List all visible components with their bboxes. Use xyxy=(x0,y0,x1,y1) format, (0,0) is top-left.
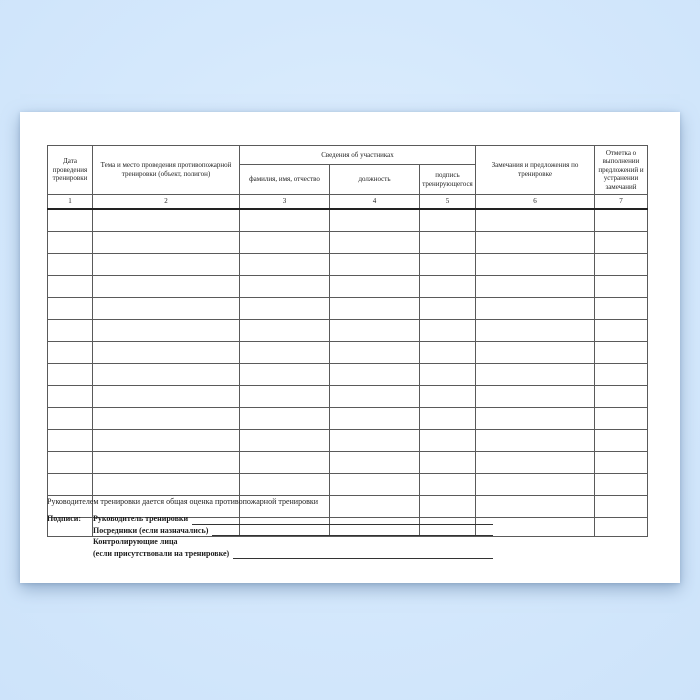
table-cell xyxy=(48,452,93,474)
table-cell xyxy=(240,209,330,232)
table-cell xyxy=(240,430,330,452)
table-cell xyxy=(595,518,648,537)
signature-role-label: Руководитель тренировки xyxy=(93,514,189,523)
training-log-table xyxy=(47,145,648,537)
signature-role-label: Посредники (если назначались) xyxy=(93,525,209,535)
table-cell xyxy=(595,209,648,232)
table-cell xyxy=(93,209,240,232)
table-cell xyxy=(595,364,648,386)
table-cell xyxy=(240,474,330,496)
table-cell xyxy=(476,232,595,254)
table-cell xyxy=(476,474,595,496)
col-number: 4 xyxy=(330,195,420,210)
table-cell xyxy=(476,518,595,537)
signature-row xyxy=(47,549,493,561)
col-number: 6 xyxy=(476,195,595,210)
signature-row xyxy=(47,526,493,538)
table-row xyxy=(48,342,648,364)
table-row xyxy=(48,320,648,342)
table-cell xyxy=(420,276,476,298)
table-cell xyxy=(48,320,93,342)
table-cell xyxy=(595,254,648,276)
table-row xyxy=(48,386,648,408)
table-cell xyxy=(595,452,648,474)
table-cell xyxy=(595,232,648,254)
col-header-signature: подпись тренирующегося xyxy=(420,165,476,195)
table-row xyxy=(48,474,648,496)
table-cell xyxy=(476,276,595,298)
table-cell xyxy=(330,342,420,364)
col-number: 1 xyxy=(48,195,93,210)
table-cell xyxy=(48,232,93,254)
table-row xyxy=(48,408,648,430)
table-cell xyxy=(595,386,648,408)
table-cell xyxy=(240,254,330,276)
table-cell xyxy=(93,232,240,254)
col-number: 3 xyxy=(240,195,330,210)
table-cell xyxy=(93,254,240,276)
table-cell xyxy=(240,364,330,386)
signature-role-label: (если присутствовали на тренировке) xyxy=(93,548,230,558)
table-cell xyxy=(240,298,330,320)
table-row xyxy=(48,298,648,320)
table-cell xyxy=(48,364,93,386)
table-cell xyxy=(48,474,93,496)
table-cell xyxy=(93,430,240,452)
table-row xyxy=(48,232,648,254)
signature-row xyxy=(47,514,493,526)
table-cell xyxy=(420,364,476,386)
col-header-topic: Тема и место проведения противопожарной тренировки (объект, полигон) xyxy=(93,146,240,195)
table-cell xyxy=(595,276,648,298)
col-header-completion-mark: Отметка о выполнении предложений и устранении замечаний xyxy=(595,146,648,195)
table-row xyxy=(48,430,648,452)
table-cell xyxy=(330,320,420,342)
signatures-label-spacer xyxy=(47,549,93,561)
table-cell xyxy=(476,342,595,364)
table-cell xyxy=(48,254,93,276)
table-row xyxy=(48,254,648,276)
table-cell xyxy=(93,276,240,298)
signatures-block xyxy=(47,514,493,560)
table-cell xyxy=(476,364,595,386)
col-header-date: Дата проведения тренировки xyxy=(48,146,93,195)
table-cell xyxy=(420,232,476,254)
assessment-note: Руководителем тренировки дается общая оценка противопожарной тренировки xyxy=(47,497,319,506)
table-cell xyxy=(48,298,93,320)
table-cell xyxy=(330,298,420,320)
table-cell xyxy=(93,342,240,364)
table-cell xyxy=(330,254,420,276)
table-cell xyxy=(476,209,595,232)
table-cell xyxy=(476,386,595,408)
table-cell xyxy=(330,386,420,408)
table-cell xyxy=(93,386,240,408)
table-cell xyxy=(48,342,93,364)
table-cell xyxy=(240,386,330,408)
table-cell xyxy=(476,452,595,474)
signature-row xyxy=(47,537,493,549)
signature-line xyxy=(212,526,493,537)
table-cell xyxy=(93,408,240,430)
col-number: 5 xyxy=(420,195,476,210)
table-body xyxy=(48,209,648,537)
col-number: 7 xyxy=(595,195,648,210)
table-cell xyxy=(595,342,648,364)
table-cell xyxy=(240,408,330,430)
signature-role-label: Контролирующие лица xyxy=(93,537,178,546)
signature-line xyxy=(233,549,493,560)
col-number: 2 xyxy=(93,195,240,210)
col-header-position: должность xyxy=(330,165,420,195)
table-cell xyxy=(93,474,240,496)
table-cell xyxy=(330,276,420,298)
table-cell xyxy=(420,452,476,474)
table-cell xyxy=(48,209,93,232)
table-cell xyxy=(476,430,595,452)
table-cell xyxy=(420,320,476,342)
signatures-label: Подписи: xyxy=(47,514,82,523)
table-cell xyxy=(476,298,595,320)
table-cell xyxy=(476,408,595,430)
document-page xyxy=(20,112,680,583)
table-cell xyxy=(420,254,476,276)
table-cell xyxy=(595,430,648,452)
table-cell xyxy=(595,320,648,342)
table-cell xyxy=(476,254,595,276)
table-cell xyxy=(240,342,330,364)
table-cell xyxy=(420,386,476,408)
table-cell xyxy=(330,452,420,474)
table-cell xyxy=(48,276,93,298)
table-cell xyxy=(93,452,240,474)
table-row xyxy=(48,452,648,474)
table-cell xyxy=(595,474,648,496)
table-cell xyxy=(93,320,240,342)
col-header-participants-group: Сведения об участниках xyxy=(240,146,476,165)
table-cell xyxy=(595,408,648,430)
signatures-label-spacer xyxy=(47,537,93,549)
table-row xyxy=(48,276,648,298)
col-header-remarks: Замечания и предложения по тренировке xyxy=(476,146,595,195)
table-cell xyxy=(476,320,595,342)
table-cell xyxy=(420,430,476,452)
table-cell xyxy=(240,276,330,298)
table-cell xyxy=(330,232,420,254)
table-cell xyxy=(330,430,420,452)
table-row xyxy=(48,364,648,386)
table-cell xyxy=(48,430,93,452)
table-cell xyxy=(330,364,420,386)
table-cell xyxy=(240,452,330,474)
table-cell xyxy=(48,408,93,430)
table-cell xyxy=(420,298,476,320)
table-cell xyxy=(48,386,93,408)
table-cell xyxy=(420,474,476,496)
table-cell xyxy=(595,298,648,320)
table-cell xyxy=(420,342,476,364)
table-cell xyxy=(420,408,476,430)
table-cell xyxy=(240,320,330,342)
table-cell xyxy=(330,474,420,496)
table-row xyxy=(48,209,648,232)
table-cell xyxy=(240,232,330,254)
table-cell xyxy=(93,298,240,320)
table-cell xyxy=(93,364,240,386)
table-cell xyxy=(330,209,420,232)
signature-line xyxy=(192,514,493,525)
col-header-fio: фамилия, имя, отчество xyxy=(240,165,330,195)
table-cell xyxy=(420,209,476,232)
signatures-label-spacer xyxy=(47,526,93,538)
table-cell xyxy=(330,408,420,430)
